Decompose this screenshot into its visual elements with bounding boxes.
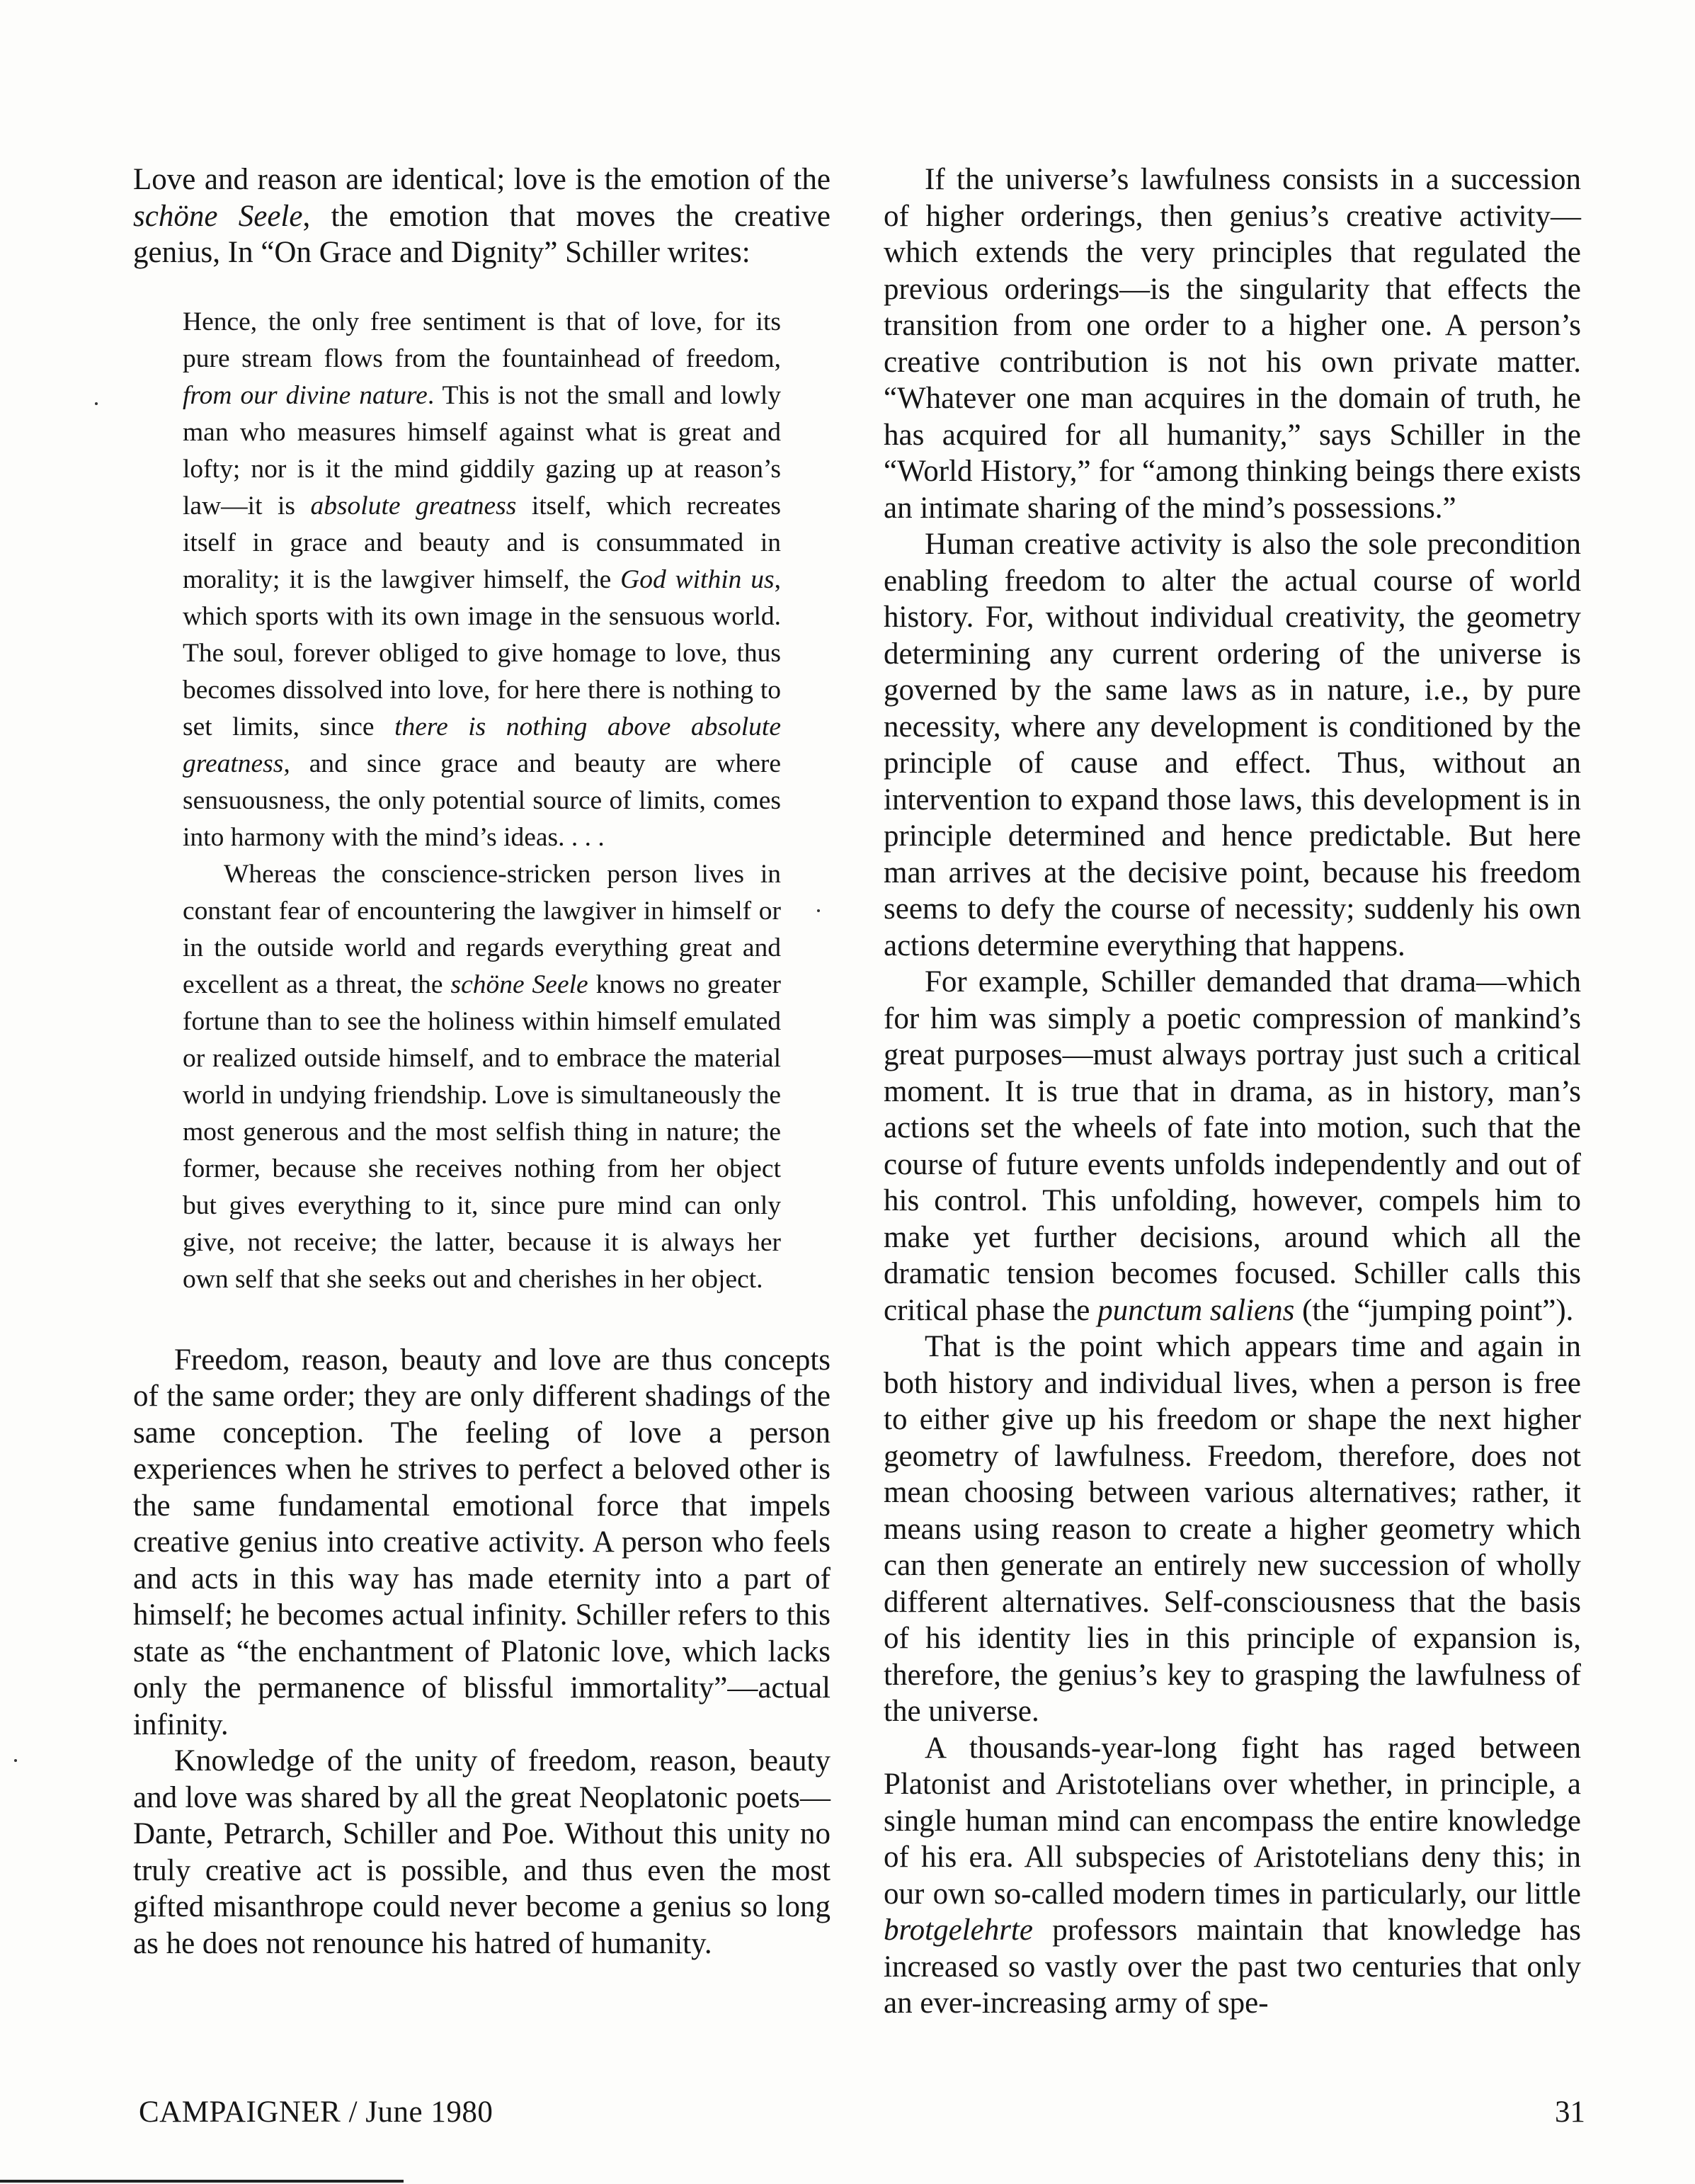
- italic-phrase: there is nothing above absolute greatness,: [183, 712, 781, 778]
- scan-speck: [14, 1759, 17, 1762]
- block-quote: [183, 304, 781, 1298]
- body-paragraph-fight: A thousands-year-long fight has raged between Platonist and Aristotelians over whether, in principle, a single human mind can encompass the entire knowledge of his era. All subspecies of Aristotelians deny this; in our own so-called modern times in particularly, our little brotgelehrte professors maintain that knowledge has increased so vastly over the past two centuries that only an ever-increasing army of spe-: [884, 1731, 1581, 2020]
- intro-paragraph: Love and reason are identical; love is the emotion of the schöne Seele, the emotion that moves the creative genius, In “On Grace and Dignity” Schiller writes:: [133, 163, 831, 269]
- italic-phrase: brotgelehrte: [884, 1913, 1033, 1947]
- quote-paragraph-1: Hence, the only free sentiment is that of love, for its pure stream flows from the fountainhead of freedom, from our divine nature. This is not the small and lowly man who measures himself against what is great and lofty; nor is it the mind giddily gazing up at reason’s law—it is absolute greatness itself, which recreates itself in grace and beauty and is consummated in morality; it is the lawgiver himself, the God within us, which sports with its own image in the sensuous world. The soul, forever obliged to give homage to love, thus becomes dissolved into love, for here there is nothing to set limits, since there is nothing above absolute greatness, and since grace and beauty are where sensuousness, the only potential source of limits, comes into harmony with the mind’s ideas. . . .: [183, 307, 782, 852]
- footer-publication: CAMPAIGNER / June 1980: [139, 2095, 493, 2129]
- body-paragraph-point: That is the point which appears time and again in both history and individual lives, when a person is free to either give up his freedom or shape the next higher geometry of lawfulness. Freedom, therefore, does not mean choosing between various alternatives; rather, it means using reason to create a higher geometry which can then generate an entirely new succession of wholly different alternatives. Self-consciousness that the basis of his identity lies in this principle of expansion is, therefore, the genius’s key to grasping the lawfulness of the universe.: [884, 1330, 1581, 1728]
- bottom-rule: [0, 2180, 404, 2183]
- quote-paragraph-2: Whereas the conscience-stricken person lives in constant fear of encountering the lawgiver in himself or in the outside world and regards everything great and excellent as a threat, the schöne Seele knows no greater fortune than to see the holiness within himself emulated or realized outside himself, and to embrace the material world in undying friendship. Love is simultaneously the most generous and the most selfish thing in nature; the former, because she receives nothing from her object but gives everything to it, since pure mind can only give, not receive; the latter, because it is always her own self that she seeks out and cherishes in her object.: [183, 859, 781, 1294]
- scan-speck: [95, 402, 98, 405]
- right-column: [884, 161, 1581, 2022]
- italic-phrase: schöne Seele: [450, 969, 588, 999]
- left-column: [133, 161, 831, 1962]
- scan-speck: [817, 909, 820, 912]
- italic-phrase: punctum saliens: [1097, 1293, 1295, 1327]
- italic-phrase: from our divine nature: [183, 380, 428, 410]
- body-paragraph-example: For example, Schiller demanded that drama—which for him was simply a poetic compression of mankind’s great purposes—must always portray just such a critical moment. It is true that in drama, as in history, man’s actions set the wheels of fate into motion, such that the course of future events unfolds independently and out of his control. This unfolding, however, compels him to make yet further decisions, around which all the dramatic tension becomes focused. Schiller calls this critical phase the punctum saliens (the “jumping point”).: [884, 965, 1581, 1327]
- italic-phrase: absolute greatness: [310, 491, 517, 521]
- italic-phrase: God within us: [620, 564, 775, 594]
- body-paragraph-knowledge: Knowledge of the unity of freedom, reason, beauty and love was shared by all the great Neoplatonic poets—Dante, Petrarch, Schiller and Poe. Without this unity no truly creative act is possible, and thus even the most gifted misanthrope could never become a genius so long as he does not renounce his hatred of humanity.: [133, 1744, 831, 1960]
- body-paragraph-freedom: Freedom, reason, beauty and love are thus concepts of the same order; they are only different shadings of the same conception. The feeling of love a person experiences when he strives to perfect a beloved other is the same fundamental emotional force that impels creative genius into creative activity. A person who feels and acts in this way has made eternity into a part of himself; he becomes actual infinity. Schiller refers to this state as “the enchantment of Platonic love, which lacks only the permanence of blissful immortality”—actual infinity.: [133, 1343, 831, 1741]
- page-number: 31: [1555, 2095, 1585, 2129]
- body-paragraph-human: Human creative activity is also the sole precondition enabling freedom to alter the actual course of world history. For, without individual creativity, the geometry determining any current ordering of the universe is governed by the same laws as in nature, i.e., by pure necessity, where any development is conditioned by the principle of cause and effect. Thus, without an intervention to expand those laws, this development is in principle determined and hence predictable. But here man arrives at the decisive point, because his freedom seems to defy the course of necessity; suddenly his own actions determine everything that happens.: [884, 528, 1581, 962]
- body-paragraph-universe: If the universe’s lawfulness consists in a succession of higher orderings, then genius’s creative activity—which extends the very principles that regulated the previous orderings—is the singularity that effects the transition from one order to a higher one. A person’s creative contribution is not his own private matter. “Whatever one man acquires in the domain of truth, he has acquired for all humanity,” says Schiller in the “World History,” for “among thinking beings there exists an intimate sharing of the mind’s possessions.”: [884, 163, 1581, 525]
- italic-phrase: schöne Seele: [133, 199, 303, 233]
